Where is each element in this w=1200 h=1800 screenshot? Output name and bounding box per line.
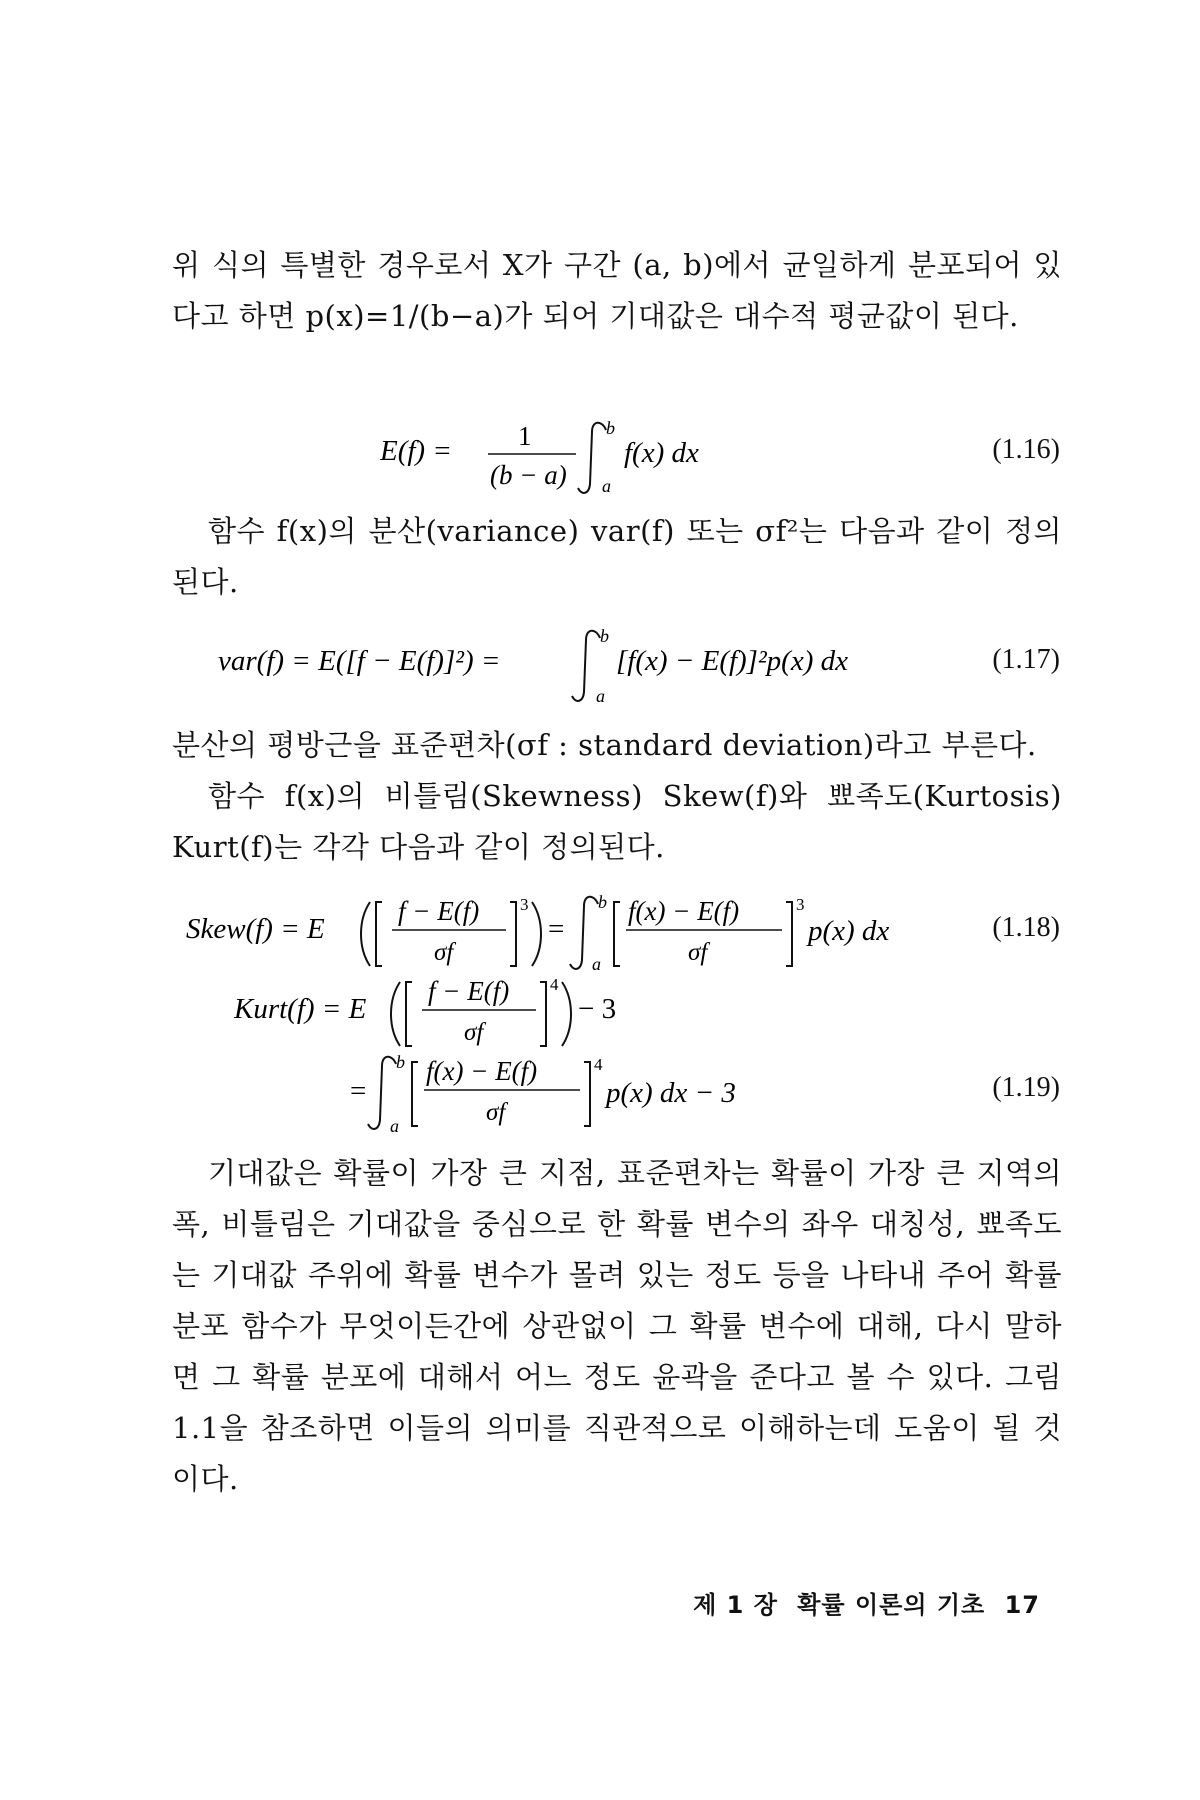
eq18-den2: σf [688,939,708,966]
eq16-num: 1 [518,421,532,451]
eq18-left-bracket-2 [614,902,620,966]
eq18-left-bracket [376,902,382,966]
eq19-den2: σf [486,1099,506,1126]
eq16-lower: a [602,476,611,496]
eq18-num1: f − E(f) [398,896,480,926]
eq19-left-bracket-2 [412,1062,418,1126]
eq16-number: (1.16) [992,434,1060,465]
eq19-lower: a [390,1116,399,1136]
eq18-right-bracket-2 [786,902,792,966]
eq18-tail: p(x) dx [808,915,890,947]
paragraph-2-text: 함수 f(x)의 분산(variance) var(f) 또는 σf²는 다음과 같이 정의된다. [172,514,1062,599]
eq19-upper: b [396,1052,405,1072]
eq19-power: 4 [550,975,559,994]
equation-1-16 [380,412,800,502]
eq17-lhs: var(f) = E([f − E(f)]²) = [218,645,501,677]
paragraph-1: 위 식의 특별한 경우로서 X가 구간 (a, b)에서 균일하게 분포되어 있다고 하면 p(x)=1/(b−a)가 되어 기대값은 대수적 평균값이 된다. [172,248,1062,333]
equation-1-19-svg-2 [350,1040,910,1140]
eq19-right-paren [562,982,571,1046]
eq19-equals: = [350,1075,367,1107]
page-number: 17 [1004,1591,1040,1619]
eq18-num2: f(x) − E(f) [628,896,740,926]
eq16-lhs: E(f) = [380,435,452,467]
eq19-left-bracket [406,982,412,1046]
eq18-equals: = [548,913,565,945]
eq19-power-2: 4 [594,1055,603,1074]
eq17-upper: b [600,626,609,646]
eq19-num1: f − E(f) [428,976,510,1006]
eq18-den1: σf [434,939,454,966]
eq17-number: (1.17) [992,644,1060,675]
paragraph-2 [172,506,1062,608]
eq18-right-paren [532,902,541,966]
page-footer [683,1585,1040,1620]
eq16-den: (b − a) [490,460,567,490]
eq16-integrand: f(x) dx [624,437,699,469]
eq18-lower: a [592,954,601,974]
eq18-upper: b [598,892,607,912]
eq19-right-bracket [540,982,546,1046]
footer-chapter: 제 1 장 [693,1591,778,1619]
eq19-right-bracket-2 [584,1062,590,1126]
paragraph-4-text: 함수 f(x)의 비틀림(Skewness) Skew(f)와 뾰족도(Kurtosis) Kurt(f)는 각각 다음과 같이 정의된다. [172,779,1062,864]
eq19-left-paren [391,982,400,1046]
eq19-num2: f(x) − E(f) [426,1056,538,1086]
paragraph-3: 분산의 평방근을 표준편차(σf : standard deviation)라고 부른다. [172,728,1037,762]
eq17-integrand: [f(x) − E(f)]²p(x) dx [616,645,848,677]
eq19-minus3: − 3 [578,993,617,1025]
equation-1-17-svg [218,620,938,710]
paragraph-4 [172,771,1062,873]
eq19-tail: p(x) dx − 3 [606,1077,736,1109]
eq18-right-bracket [510,902,516,966]
eq19-lhs: Kurt(f) = E [234,993,367,1025]
equation-1-19-line-2 [350,1040,910,1140]
paragraph-5-text: 기대값은 확률이 가장 큰 지점, 표준편차는 확률이 가장 큰 지역의 폭, 비틀림은 기대값을 중심으로 한 확률 변수의 좌우 대칭성, 뾰족도는 기대값 주위에 확률 변수가 몰려 있는 정도 등을 나타내 주어 확률 분포 함수가 무엇이든간에 상관없이 그 확률 변수에 대해, 다시 말하면 그 확률 분포에 대해서 어느 정도 윤곽을 준다고 볼 수 있다. 그림 1.1을 참조하면 이들의 의미를 직관적으로 이해하는데 도움이 될 것이다. [172,1156,1062,1496]
footer-title: 확률 이론의 기초 [797,1591,986,1619]
eq18-power: 3 [520,895,529,914]
eq18-number: (1.18) [992,912,1060,943]
eq18-lhs: Skew(f) = E [186,913,325,945]
eq18-power-2: 3 [796,895,805,914]
equation-1-17 [218,620,938,710]
paragraph-5 [172,1148,1062,1505]
eq19-number: (1.19) [992,1072,1060,1103]
eq16-upper: b [606,418,615,438]
eq19-den1: σf [464,1019,484,1046]
eq18-left-paren [361,902,370,966]
equation-1-16-svg [380,412,800,502]
eq17-lower: a [596,686,605,706]
